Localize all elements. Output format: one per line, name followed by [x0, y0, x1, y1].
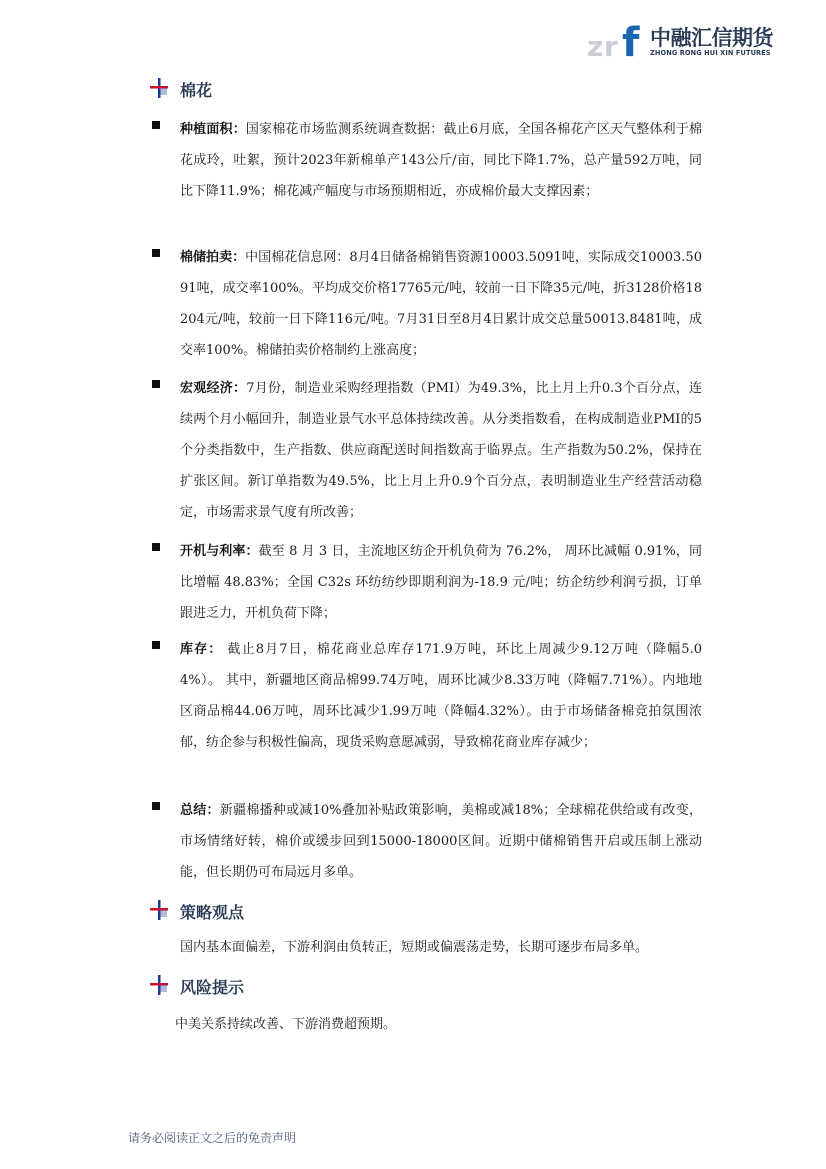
item-text: 截止8月7日，棉花商业总库存171.9万吨，环比上周减少9.12万吨（降幅5.04%）。 其中，新疆地区商品棉99.74万吨，周环比减少8.33万吨（降幅7.71%）。内地地区商品棉44.06万吨，周环比减少1.99万吨（降幅4.32%）。由于市场储备棉竞拍氛围浓郁，纺企参与积极性偏高，现货采购意愿减弱，导致棉花商业库存减少； [180, 642, 702, 750]
item-label: 种植面积： [180, 122, 246, 137]
item-label: 宏观经济： [180, 381, 247, 396]
section-title: 棉花 [180, 81, 213, 100]
item-text: 国家棉花市场监测系统调查数据：截止6月底，全国各棉花产区天气整体利于棉花成玲，吐絮，预计2023年新棉单产143公斤/亩，同比下降1.7%，总产量592万吨，同比下降11.9%；棉花减产幅度与市场预期相近，亦成棉价最大支撑因素； [180, 122, 702, 199]
risk-text: 中美关系持续改善、下游消费超预期。 [175, 1017, 397, 1032]
cross-bullet-icon [150, 78, 170, 100]
square-bullet-icon [152, 121, 160, 129]
company-name-en: ZHONG RONG HUI XIN FUTURES [650, 49, 771, 57]
square-bullet-icon [152, 802, 160, 810]
item-label: 棉储拍卖： [180, 250, 246, 265]
item-label: 总结： [180, 803, 220, 818]
footer-disclaimer: 请务必阅读正文之后的免责声明 [128, 1131, 297, 1145]
cross-bullet-icon [150, 900, 170, 922]
section-title: 策略观点 [180, 903, 245, 922]
strategy-text: 国内基本面偏差，下游利润由负转正，短期或偏震荡走势，长期可逐步布局多单。 [180, 940, 649, 955]
item-label: 库存： [180, 642, 223, 657]
item-text: 中国棉花信息网：8月4日储备棉销售资源10003.5091吨，实际成交10003.5091吨，成交率100%。平均成交价格17765元/吨，较前一日下降35元/吨，折3128价格18204元/吨，较前一日下降116元/吨。7月31日至8月4日累计成交总量50013.8481吨，成交率100%。棉储拍卖价格制约上涨高度； [180, 250, 702, 358]
section-title: 风险提示 [180, 978, 245, 997]
cross-bullet-icon [150, 975, 170, 997]
company-name-cn: 中融汇信期货 [650, 26, 773, 50]
svg-text:r: r [604, 30, 618, 62]
svg-text:f: f [622, 20, 640, 62]
square-bullet-icon [152, 641, 160, 649]
zrf-logo-mark [587, 18, 647, 62]
item-label: 开机与利率： [180, 544, 259, 559]
item-text: 新疆棉播种或减10%叠加补贴政策影响，美棉或减18%；全球棉花供给或有改变，市场情绪好转，棉价或缓步回到15000-18000区间。近期中储棉销售开启或压制上涨动能，但长期仍可布局远月多单。 [180, 803, 702, 880]
item-text: 截至 8 月 3 日，主流地区纺企开机负荷为 76.2%， 周环比减幅 0.91%，同比增幅 48.83%；全国 C32s 环纺纺纱即期利润为-18.9 元/吨；纺企纺纱利润亏损，订单跟进乏力，开机负荷下降； [180, 544, 702, 621]
company-logo [587, 18, 787, 62]
square-bullet-icon [152, 249, 160, 257]
square-bullet-icon [152, 543, 160, 551]
svg-text:z: z [587, 30, 604, 62]
item-text: 7月份，制造业采购经理指数（PMI）为49.3%，比上月上升0.3个百分点，连续两个月小幅回升，制造业景气水平总体持续改善。从分类指数看，在构成制造业PMI的5个分类指数中，生产指数、供应商配送时间指数高于临界点。生产指数为50.2%，保持在扩张区间。新订单指数为49.5%，比上月上升0.9个百分点，表明制造业生产经营活动稳定，市场需求景气度有所改善； [180, 381, 702, 520]
square-bullet-icon [152, 380, 160, 388]
